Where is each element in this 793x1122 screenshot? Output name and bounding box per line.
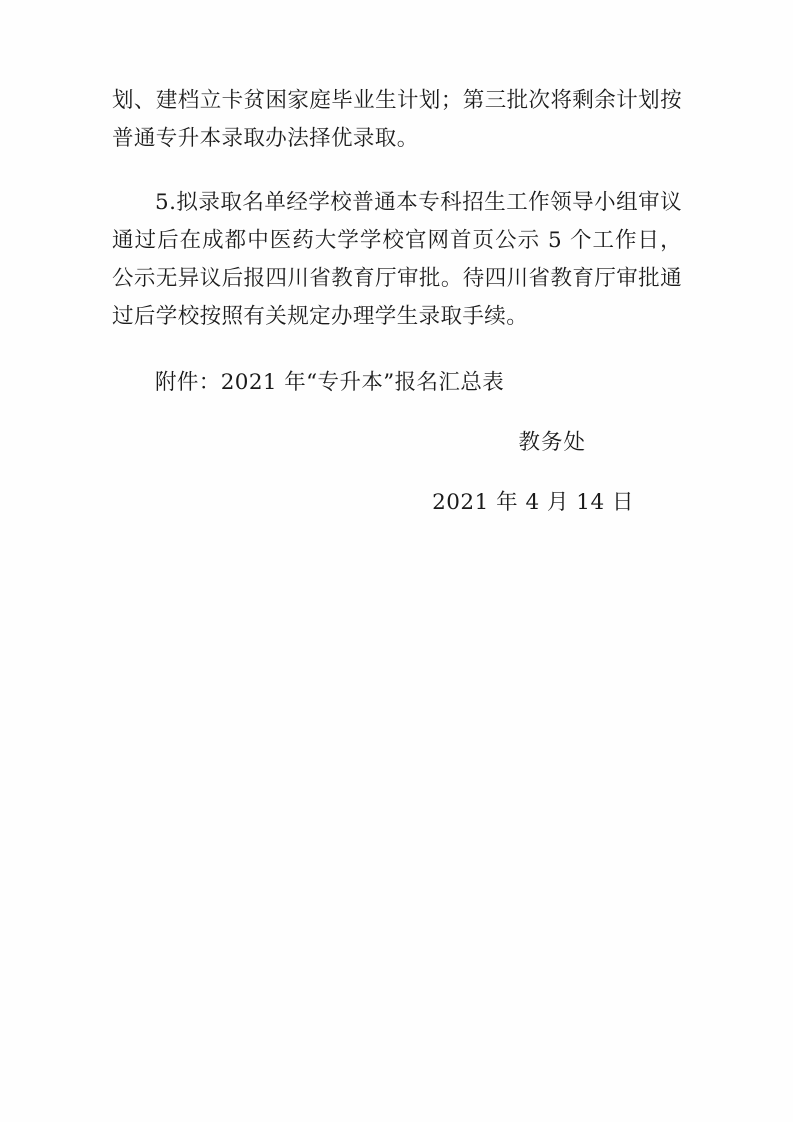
- date-line: 2021 年 4 月 14 日: [432, 489, 634, 515]
- item-5-paragraph: 5.拟录取名单经学校普通本专科招生工作领导小组审议通过后在成都中医药大学学校官网首页公示 5 个工作日，公示无异议后报四川省教育厅审批。待四川省教育厅审批通过后学校按照有关规定办理学生录取手续。: [112, 190, 682, 329]
- attachment-line: 附件：2021 年“专升本”报名汇总表: [155, 370, 505, 395]
- continuation-paragraph: 划、建档立卡贫困家庭毕业生计划；第三批次将剩余计划按普通专升本录取办法择优录取。: [112, 88, 682, 151]
- document-body: [112, 82, 682, 543]
- signature-line: 教务处: [518, 430, 586, 455]
